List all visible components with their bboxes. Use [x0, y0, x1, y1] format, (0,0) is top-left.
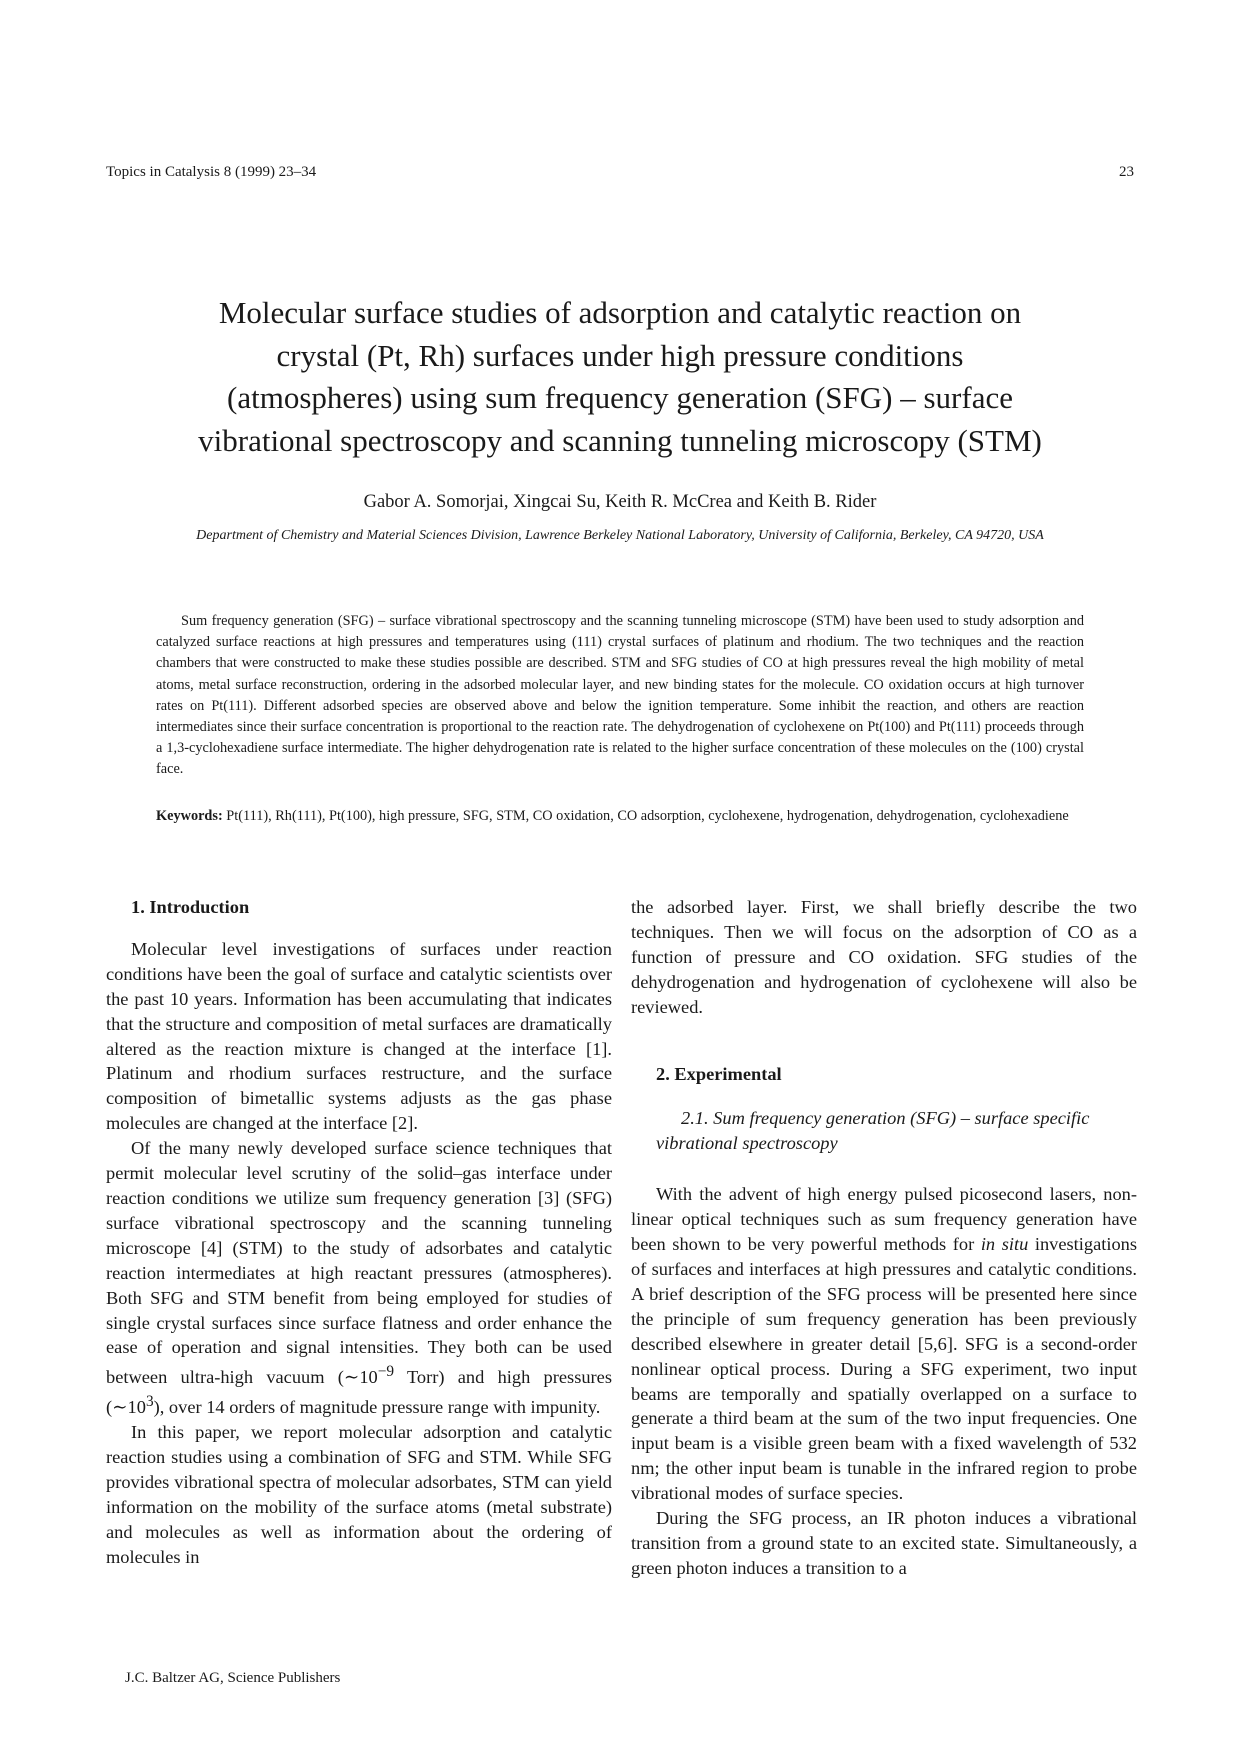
- author-list: Gabor A. Somorjai, Xingcai Su, Keith R. McCrea and Keith B. Rider: [363, 492, 877, 512]
- keywords-label: Keywords:: [156, 808, 223, 824]
- section-heading-experimental: 2. Experimental: [656, 1063, 782, 1084]
- abstract-text: Sum frequency generation (SFG) – surface vibrational spectroscopy and the scanning tunneling microscope (STM) have been used to study adsorption and catalyzed surface reactions at high pressures and temperatures using (111) crystal surfaces of platinum and rhodium. The two techniques and the reaction chambers that were constructed to make these studies possible are described. STM and SFG studies of CO at high pressures reveal the high mobility of metal atoms, metal surface reconstruction, ordering in the adsorbed molecular layer, and new binding states for the molecule. CO oxidation occurs at high turnover rates on Pt(111). Different adsorbed species are observed above and below the ignition temperature. Some inhibit the reaction, and others are reaction intermediates since their surface concentration is proportional to the reaction rate. The dehydrogenation of cyclohexene on Pt(100) and Pt(111) proceeds through a 1,3-cyclohexadiene surface intermediate. The higher dehydrogenation rate is related to the higher surface concentration of these molecules on the (100) crystal face.: [156, 613, 1084, 778]
- section-heading-introduction: 1. Introduction: [131, 897, 250, 917]
- text-run: Torr) and high pressures (∼10: [106, 1367, 612, 1418]
- paragraph: Molecular level investigations of surfaces under reaction conditions have been the goal of surface and catalytic scientists over the past 10 years. Information has been accumulating that indicates that the structure and composition of metal surfaces are dramatically altered as the reaction mixture is changed at the interface [1]. Platinum and rhodium surfaces restructure, and the surface composition of bimetallic systems adjusts as the gas phase molecules are changed at the interface [2].: [106, 938, 612, 1134]
- left-column: [106, 895, 612, 1570]
- running-head: [106, 164, 1134, 181]
- page-number: 23: [1119, 164, 1134, 180]
- journal-citation: Topics in Catalysis 8 (1999) 23–34: [106, 164, 317, 180]
- title-line: Molecular surface studies of adsorption and catalytic reaction on: [218, 295, 1022, 330]
- paragraph: the adsorbed layer. First, we shall briefly describe the two techniques. Then we will focus on the adsorption of CO as a function of pressure and CO oxidation. SFG studies of the dehydrogenation and hydrogenation of cyclohexene will also be reviewed.: [631, 897, 1137, 1017]
- title-line: (atmospheres) using sum frequency generation (SFG) – surface: [227, 380, 1013, 415]
- paragraph: [106, 1136, 612, 1420]
- paragraph: During the SFG process, an IR photon induces a vibrational transition from a ground state to an excited state. Simultaneously, a green photon induces a transition to a: [631, 1508, 1137, 1578]
- text-run: ), over 14 orders of magnitude pressure range with impunity.: [153, 1397, 601, 1418]
- abstract: [156, 611, 1084, 781]
- text-run: Of the many newly developed surface science techniques that permit molecular level scrutiny of the solid–gas interface under reaction conditions we utilize sum frequency generation [3] (SFG) surface vibrational spectroscopy and the scanning tunneling microscope [4] (STM) to the study of adsorbates and catalytic reaction intermediates at high reactant pressures (atmospheres). Both SFG and STM benefit from being employed for studies of single crystal surfaces since surface flatness and order enhance the ease of operation and signal intensities. They both can be used between ultra-high vacuum (∼10: [106, 1138, 612, 1388]
- publisher-footer: J.C. Baltzer AG, Science Publishers: [125, 1670, 341, 1686]
- text-run: With the advent of high energy pulsed picosecond lasers, non-linear optical techniques such as sum frequency generation have been shown to be very powerful methods for: [631, 1184, 1137, 1255]
- title-line: crystal (Pt, Rh) surfaces under high pressure conditions: [276, 337, 964, 373]
- right-column: [631, 895, 1137, 1581]
- affiliation: Department of Chemistry and Material Sciences Division, Lawrence Berkeley National Laboratory, University of California, Berkeley, CA 94720, USA: [196, 528, 1044, 543]
- keywords: [156, 806, 1084, 827]
- title-line: vibrational spectroscopy and scanning tunneling microscopy (STM): [198, 422, 1042, 458]
- subsection-heading-sfg: 2.1. Sum frequency generation (SFG) – surface specific vibrational spectroscopy: [656, 1108, 1090, 1154]
- paragraph: [631, 1182, 1137, 1506]
- exponent: −9: [377, 1363, 395, 1381]
- exponent: 3: [145, 1393, 154, 1411]
- article-title: [120, 292, 1120, 462]
- text-run: investigations of surfaces and interfaces at high pressures and catalytic conditions. A brief description of the SFG process will be presented here since the principle of sum frequency generation has been previously described elsewhere in greater detail [5,6]. SFG is a second-order nonlinear optical process. During a SFG experiment, two input beams are temporally and spatially overlapped on a surface to generate a third beam at the sum of the two input frequencies. One input beam is a visible green beam with a fixed wavelength of 532 nm; the other input beam is tunable in the infrared region to probe vibrational modes of surface species.: [631, 1234, 1137, 1504]
- emphasis: in situ: [980, 1234, 1029, 1255]
- paragraph: In this paper, we report molecular adsorption and catalytic reaction studies using a combination of SFG and STM. While SFG provides vibrational spectra of molecular adsorbates, STM can yield information on the mobility of the surface atoms (metal substrate) and molecules as well as information about the ordering of molecules in: [106, 1422, 612, 1567]
- keywords-text: Pt(111), Rh(111), Pt(100), high pressure, SFG, STM, CO oxidation, CO adsorption, cyclohexene, hydrogenation, dehydrogenation, cyclohexadiene: [226, 808, 1069, 824]
